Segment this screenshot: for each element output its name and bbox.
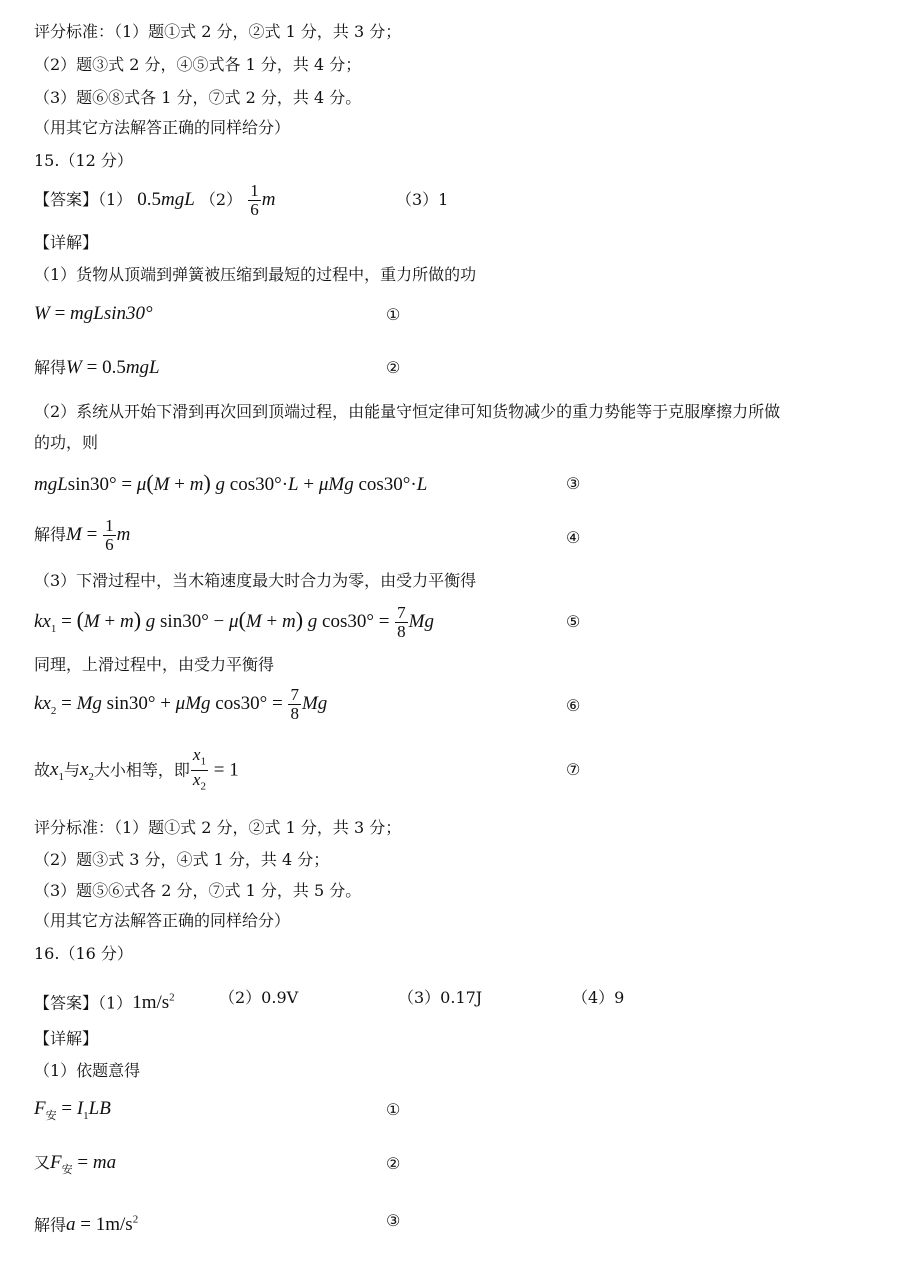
q15-grading-2: （2）题③式 3 分，④式 1 分，共 4 分；	[34, 850, 330, 869]
q15-eq6: $kx_2 = Mg$ sin30° + μMg cos30° = $\frac{7}{8}$ Mg	[34, 685, 328, 724]
q15-grading-note: （用其它方法解答正确的同样给分）	[34, 911, 291, 930]
q15-same-text: 同理，上滑过程中，由受力平衡得	[34, 655, 275, 674]
marker-4: ④	[566, 528, 581, 547]
q15-answer: 【答案】（1） 0.5mgL （2） $\frac{1}{6}$ m	[34, 181, 276, 219]
q16-part1-text: （1）依题意得	[34, 1061, 141, 1080]
q15-part3-text: （3）下滑过程中，当木箱速度最大时合力为零，由受力平衡得	[34, 571, 477, 590]
marker-7: ⑦	[566, 760, 581, 779]
q16-eq2: 又$F_安$ = ma	[34, 1152, 117, 1176]
q16-answer-2: （2）0.9V	[219, 988, 299, 1007]
marker-1: ①	[386, 305, 401, 324]
q15-eq1: W = mgLsin30°	[34, 303, 153, 324]
answer-2-label: （2）	[199, 190, 243, 209]
answer-1: 0.5mgL	[137, 189, 195, 210]
q15-part1-text: （1）货物从顶端到弹簧被压缩到最短的过程中，重力所做的功	[34, 265, 477, 284]
question-16-header: 16.（16 分）	[34, 944, 133, 963]
marker-5: ⑤	[566, 612, 581, 631]
marker-3: ③	[566, 474, 581, 493]
q15-eq2: 解得W = 0.5mgL	[34, 357, 160, 378]
q16-marker-3: ③	[386, 1211, 401, 1230]
q16-answer: 【答案】$(1)1m/s^2$	[34, 992, 175, 1014]
question-15-header: 15.（12 分）	[34, 151, 133, 170]
q16-eq1: $F_安 = I_1LB$	[34, 1098, 111, 1122]
grading-note: （用其它方法解答正确的同样给分）	[34, 118, 291, 137]
grading-line-2: （2）题③式 2 分，④⑤式各 1 分，共 4 分；	[34, 55, 362, 74]
q15-eq7: 故$x_1$与$x_2$大小相等，即 $\frac{x_1}{x_2}$ = 1	[34, 745, 239, 793]
q16-answer-4: （4）9	[572, 988, 625, 1007]
q16-marker-1: ①	[386, 1100, 401, 1119]
q15-part2-text-b: 的功，则	[34, 433, 99, 452]
q16-eq3: 解得$a = 1m/s^2$	[34, 1214, 139, 1236]
q15-eq3: mgLsin30° = μ(M + m) g cos30°·L + μMg cos30°·L	[34, 470, 428, 495]
q15-part2-text-a: （2）系统从开始下滑到再次回到顶端过程，由能量守恒定律可知货物减少的重力势能等于克服摩擦力所做	[34, 402, 781, 421]
grading-line-1: 评分标准：（1）题①式 2 分，②式 1 分，共 3 分；	[34, 22, 402, 41]
detail-label: 【详解】	[34, 233, 99, 252]
answer-label: 【答案】（1）	[34, 190, 133, 209]
marker-6: ⑥	[566, 696, 581, 715]
q16-marker-2: ②	[386, 1154, 401, 1173]
q15-eq4: 解得M = $\frac{1}{6}$ m	[34, 516, 131, 554]
marker-2: ②	[386, 358, 401, 377]
q15-eq5: $kx_1 = (M + m)$ g sin30° − μ(M + m) g cos30° = $\frac{7}{8}$ Mg	[34, 603, 434, 642]
grading-line-3: （3）题⑥⑧式各 1 分，⑦式 2 分，共 4 分。	[34, 88, 362, 107]
answer-3: （3）1	[396, 190, 449, 209]
q15-grading-1: 评分标准：（1）题①式 2 分，②式 1 分，共 3 分；	[34, 818, 402, 837]
q16-detail-label: 【详解】	[34, 1029, 99, 1048]
q16-answer-3: （3）0.17J	[398, 988, 483, 1007]
q15-grading-3: （3）题⑤⑥式各 2 分，⑦式 1 分，共 5 分。	[34, 881, 362, 900]
answer-2-fraction: $\frac{1}{6}$	[250, 181, 259, 219]
